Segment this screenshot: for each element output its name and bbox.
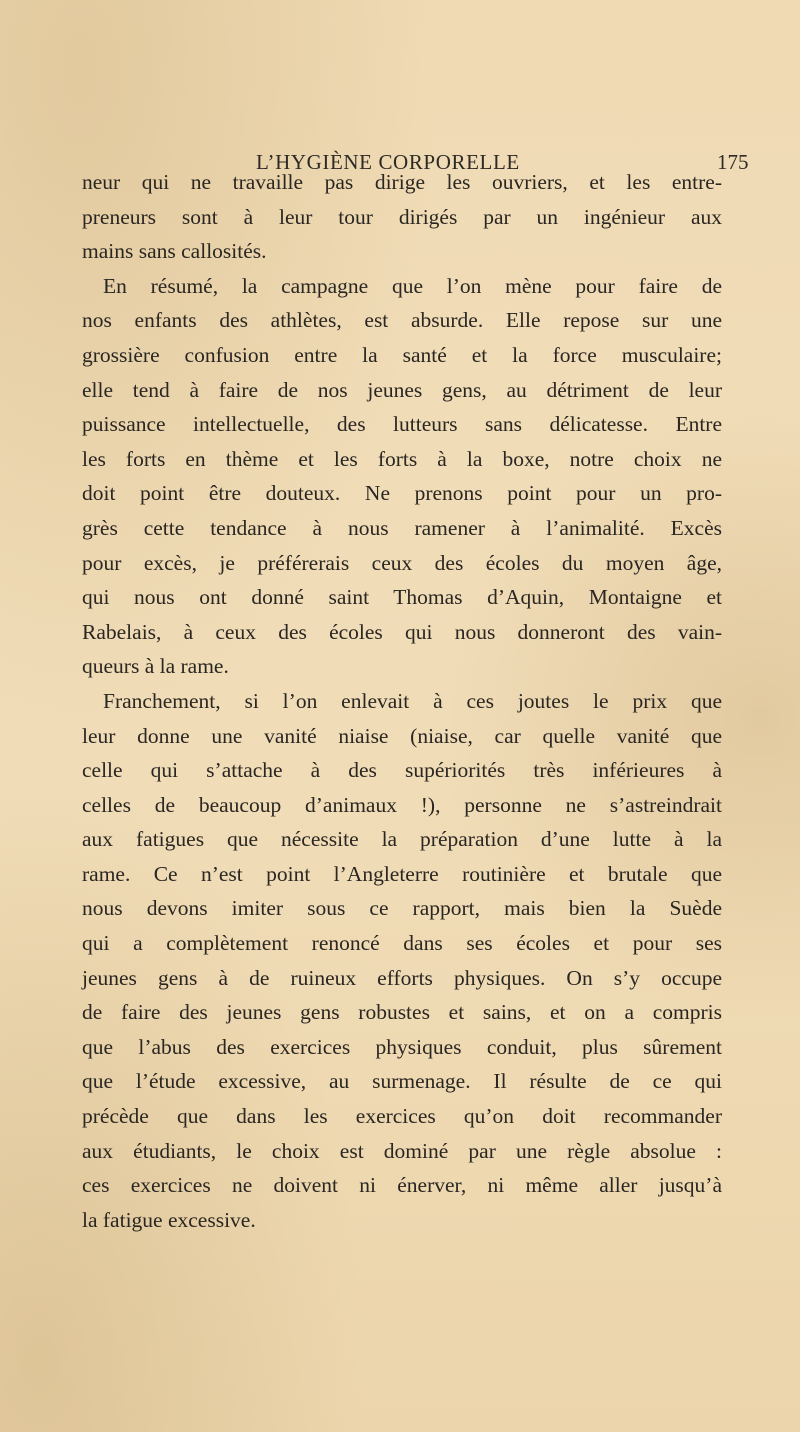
text-line: leur donne une vanité niaise (niaise, car quelle vanité que [82, 723, 722, 748]
text-line: la fatigue excessive. [82, 1207, 256, 1232]
text-line: elle tend à faire de nos jeunes gens, au détriment de leur [82, 377, 722, 402]
text-line: de faire des jeunes gens robustes et sains, et on a compris [82, 1000, 722, 1025]
text-line: que l’abus des exercices physiques conduit, plus sûrement [82, 1034, 722, 1059]
text-line: pour excès, je préférerais ceux des écoles du moyen âge, [82, 550, 722, 575]
text-line: qui nous ont donné saint Thomas d’Aquin, Montaigne et [82, 585, 722, 610]
text-line: En résumé, la campagne que l’on mène pour faire de [103, 273, 722, 298]
text-line: rame. Ce n’est point l’Angleterre routinière et brutale que [82, 861, 722, 886]
text-line: ces exercices ne doivent ni énerver, ni même aller jusqu’à [82, 1173, 722, 1198]
text-line: nous devons imiter sous ce rapport, mais bien la Suède [82, 896, 722, 921]
text-line: mains sans callosités. [82, 239, 267, 264]
text-line: Rabelais, à ceux des écoles qui nous donneront des vain- [82, 619, 722, 644]
text-line: jeunes gens à de ruineux efforts physiques. On s’y occupe [82, 965, 722, 990]
text-line: aux fatigues que nécessite la préparation d’une lutte à la [82, 827, 722, 852]
text-line: précède que dans les exercices qu’on doit recommander [82, 1104, 722, 1129]
text-line: grossière confusion entre la santé et la force musculaire; [82, 342, 722, 367]
text-line: Franchement, si l’on enlevait à ces joutes le prix que [103, 688, 722, 713]
text-line: celle qui s’attache à des supériorités très inférieures à [82, 758, 722, 783]
running-title: L’HYGIÈNE CORPORELLE [256, 150, 520, 174]
body-text [82, 165, 722, 1237]
text-line: neur qui ne travaille pas dirige les ouvriers, et les entre- [82, 170, 722, 194]
page-number: 175 [717, 150, 749, 174]
text-line: nos enfants des athlètes, est absurde. Elle repose sur une [82, 308, 722, 333]
text-line: preneurs sont à leur tour dirigés par un ingénieur aux [82, 204, 722, 229]
text-line: les forts en thème et les forts à la boxe, notre choix ne [82, 446, 722, 471]
text-line: aux étudiants, le choix est dominé par une règle absolue : [82, 1138, 722, 1163]
text-line: puissance intellectuelle, des lutteurs sans délicatesse. Entre [82, 412, 722, 437]
text-line: queurs à la rame. [82, 654, 229, 679]
text-line: celles de beaucoup d’animaux !), personne ne s’astreindrait [82, 792, 722, 817]
text-line: que l’étude excessive, au surmenage. Il résulte de ce qui [82, 1069, 722, 1094]
text-line: qui a complètement renoncé dans ses écoles et pour ses [82, 931, 722, 956]
text-line: grès cette tendance à nous ramener à l’animalité. Excès [82, 515, 722, 540]
text-line: doit point être douteux. Ne prenons point pour un pro- [82, 481, 722, 506]
